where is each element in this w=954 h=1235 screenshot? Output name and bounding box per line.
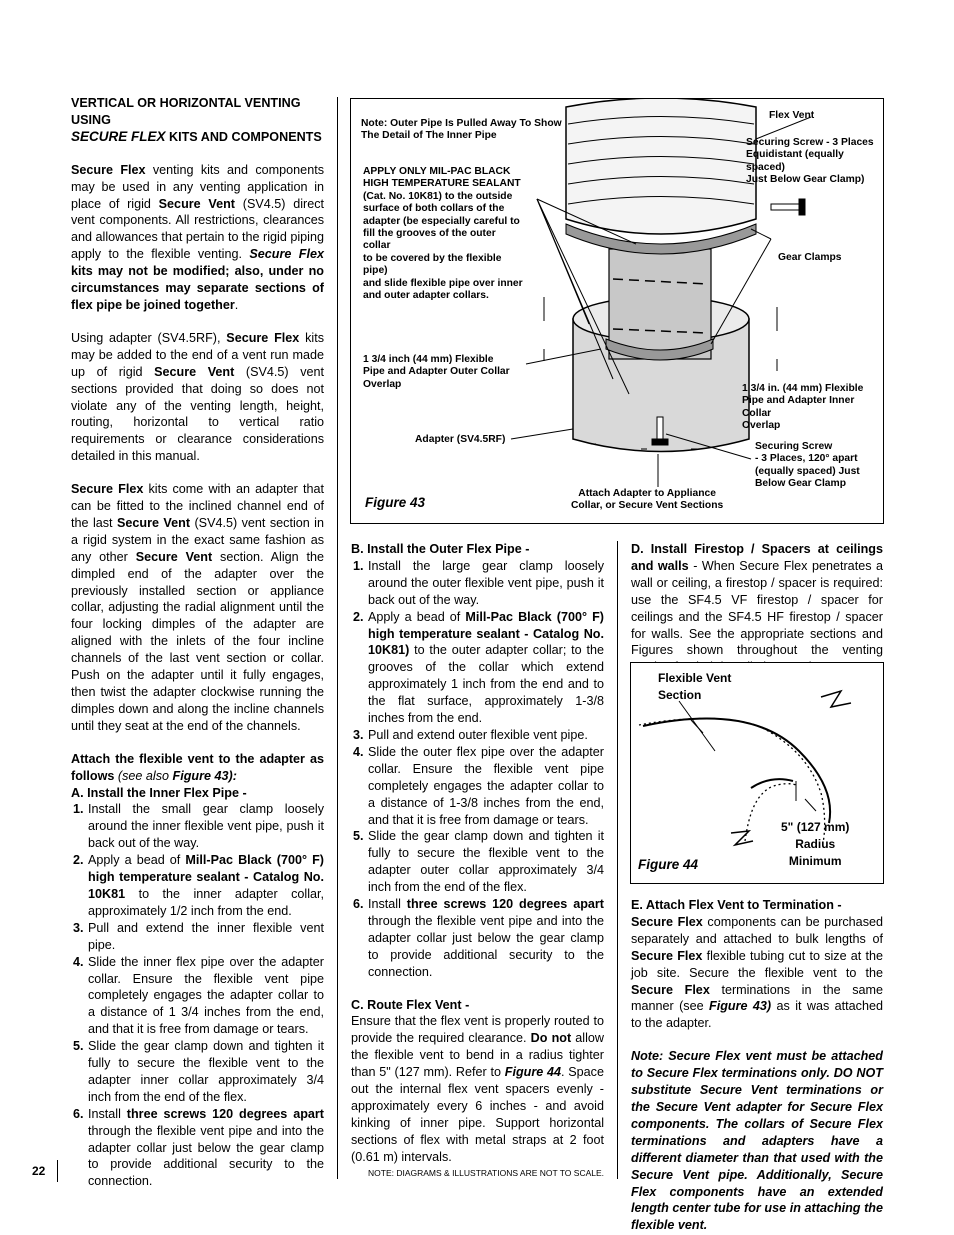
callout-apply-sealant: APPLY ONLY MIL-PAC BLACK HIGH TEMPERATURE SEALANT (Cat. No. 10K81) to the outside surface of both collars of the adapter (be especially careful to fill the grooves of the outer collar to be covered by the flexible pipe) and slide flexible pipe over inner and outer adapter collars.: [363, 166, 523, 302]
section-heading: VERTICAL OR HORIZONTAL VENTING USING SECURE FLEX KITS AND COMPONENTS: [71, 96, 322, 144]
list-item: 6. Install three screws 120 degrees apart through the flexible vent pipe and into the adapter collar just below the gear clamp to provide additional security to the connection.: [73, 1106, 324, 1189]
paragraph-kits: Secure Flex kits come with an adapter that can be fitted to the inclined channel end of the last Secure Vent (SV4.5) vent section in a rigid system in the exact same fashion as any other Secure Vent section. Align the dimpled end of the adapter over the previously installed section or appliance collar, adjusting the radial alignment until the four locking dimples of the adapter are aligned with the inlets of the four incline channels of the last vent section or collar. Push on the adapter until it fully engages, then twist the adapter clockwise running the dimples down and along the incline channels until they seat at the end of the channels.: [71, 482, 324, 733]
screw-top: [771, 199, 805, 215]
subsection-a-heading: A. Install the Inner Flex Pipe -: [71, 785, 247, 800]
list-item: 2. Apply a bead of Mill-Pac Black (700° F) high temperature sealant - Catalog No. 10K81) to the outer adapter collar; to the grooves of the collar which extend approximately 1 inch from the end and to the flat surface, approximately 1-3/8 inches from the end.: [353, 609, 604, 726]
list-item: 1. Install the small gear clamp loosely around the inner flexible vent pipe, push it back out of the way.: [73, 802, 324, 851]
page-number-rule: [57, 1160, 58, 1182]
list-item: 3. Pull and extend outer flexible vent pipe.: [353, 727, 588, 742]
figure-43: [350, 98, 884, 524]
callout-attach-adapter: Attach Adapter to Appliance Collar, or Secure Vent Sections: [571, 488, 724, 512]
heading-brand: SECURE FLEX: [71, 128, 166, 144]
paragraph-intro: Secure Flex venting kits and components may be used in any venting application in place of rigid Secure Vent (SV4.5) direct vent components. All restrictions, clearances and allowances that pertain to the rigid piping apply to the flexible venting. Secure Flex kits may not be modified; also, under no circumstances may separate sections of flex pipe be joined together.: [71, 162, 324, 312]
list-a: [71, 801, 324, 1190]
callout-securing-screw-top: Securing Screw - 3 Places Equidistant (equally spaced) Just Below Gear Clamp): [746, 137, 874, 186]
column-right-lower: [631, 897, 883, 1234]
page-number: 22: [32, 1164, 46, 1178]
column-right: [631, 541, 883, 676]
list-item: 5. Slide the gear clamp down and tighten it fully to secure the flexible vent to the adapter outer collar approximately 3/4 inch from the end of the flex.: [353, 829, 604, 895]
figure-44: [630, 662, 884, 884]
outer-flex-pipe: [566, 99, 756, 234]
paragraph-attach: Attach the flexible vent to the adapter as follows (see also Figure 43):: [71, 751, 324, 783]
footnote: NOTE: DIAGRAMS & ILLUSTRATIONS ARE NOT TO SCALE.: [368, 1168, 605, 1178]
note-secure-flex: Note: Secure Flex vent must be attached to Secure Flex terminations only. DO NOT substitute Secure Vent terminations or the Secure Vent adapter for Secure Flex components. The collars of Secure Flex terminations and adapters have a different diameter than that used with the Secure Vent pipe. Additionally, Secure Flex components have an extended length center tube for use in attaching the flexible vent.: [631, 1049, 883, 1233]
figure-44-label: Figure 44: [638, 857, 699, 872]
callout-outer-overlap: 1 3/4 inch (44 mm) Flexible Pipe and Adapter Outer Collar Overlap: [363, 354, 510, 390]
break-mark-top: [821, 691, 851, 707]
subsection-e-heading: E. Attach Flex Vent to Termination -: [631, 898, 842, 912]
list-item: 1. Install the large gear clamp loosely around the outer flexible vent pipe, push it back out of the way.: [353, 558, 604, 607]
list-item: 6. Install three screws 120 degrees apart through the flexible vent pipe and into the adapter collar just below the gear clamp to provide additional security to the connection.: [353, 897, 604, 979]
callout-inner-overlap: 1 3/4 in. (44 mm) Flexible Pipe and Adapter Inner Collar Overlap: [742, 383, 864, 432]
subsection-b-heading: B. Install the Outer Flex Pipe -: [351, 542, 530, 556]
paragraph-route: Ensure that the flex vent is properly routed to provide the required clearance. Do not allow the flexible vent to bend in a radius tighter than 5" (127 mm). Refer to Figure 44. Space out the internal flex vent spacers evenly - approximately every 6 inches - and avoid kinking of inner pipe. Support horizontal sections of flex with metal straps at 2 foot (0.61 m) intervals.: [351, 1014, 604, 1164]
subsection-d-heading: D. Install Firestop / Spacers at ceilings and walls: [631, 542, 883, 573]
callout-securing-screw-bottom: Securing Screw - 3 Places, 120° apart (equally spaced) Just Below Gear Clamp: [755, 441, 860, 490]
paragraph-firestop: D. Install Firestop / Spacers at ceilings and walls - When Secure Flex penetrates a wall or ceiling, a firestop / spacer is required: use the SF4.5 VF firestop / spacer for ceilings and the SF4.5 HF firestop / spacer for walls. See the appropriate sections and Figures shown throughout the venting: [631, 542, 883, 658]
column-middle: [351, 541, 604, 1166]
callout-flex-vent: Flex Vent: [769, 110, 815, 121]
list-item: 4. Slide the inner flex pipe over the adapter collar. Ensure the flexible vent pipe completely engages the adapter collar to a distance of 1 3/4 inches from the end, and that it is free from damage or tears.: [73, 954, 324, 1037]
list-b: [351, 558, 604, 981]
callout-gear-clamps: Gear Clamps: [778, 252, 842, 263]
column-left: [71, 95, 324, 1190]
callout-adapter: Adapter (SV4.5RF): [415, 434, 506, 445]
list-item: 3. Pull and extend the inner flexible vent pipe.: [73, 920, 324, 952]
callout-radius-minimum: 5" (127 mm) Radius Minimum: [781, 820, 850, 868]
column-divider-right: [617, 541, 618, 1179]
inner-pipe: [609, 249, 711, 359]
callout-note-top: Note: Outer Pipe Is Pulled Away To Show The Detail of The Inner Pipe: [361, 118, 562, 142]
paragraph-adapter: Using adapter (SV4.5RF), Secure Flex kits may be added to the end of a vent run made up of rigid Secure Vent (SV4.5) vent sections provided that doing so does not violate any of the venting length, height, routing, horizontal to vertical ratio requirements or clearance considerations detailed in this manual.: [71, 330, 325, 464]
callout-flexible-vent-section: Flexible Vent Section: [658, 671, 732, 702]
column-divider-left: [337, 97, 338, 1179]
subsection-c-heading: C. Route Flex Vent -: [351, 997, 470, 1012]
list-item: 5. Slide the gear clamp down and tighten it fully to secure the flexible vent to the adapter inner collar approximately 3/4 inch from the end of the flex.: [73, 1039, 324, 1104]
figure-43-label: Figure 43: [365, 495, 426, 510]
list-item: 2. Apply a bead of Mill-Pac Black (700° F) high temperature sealant - Catalog No. 10K81 to the inner adapter collar, approximately 1/2 inch from the end.: [73, 853, 324, 918]
break-mark-bottom: [731, 831, 753, 845]
flex-inner-edge: [751, 779, 793, 788]
list-item: 4. Slide the outer flex pipe over the adapter collar. Ensure the flexible vent pipe completely engages the adapter collar to a distance of 1-3/8 inches from the end, and that it is free from damage or tears.: [353, 744, 604, 827]
paragraph-termination: Secure Flex components can be purchased separately and attached to bulk lengths of Secure Flex flexible tubing cut to size at the job site. Secure the flexible vent to the Secure Flex terminations in the same manner (see Figure 43) as it was attached to the adapter.: [631, 914, 883, 1031]
flex-outer-edge: [643, 719, 830, 823]
